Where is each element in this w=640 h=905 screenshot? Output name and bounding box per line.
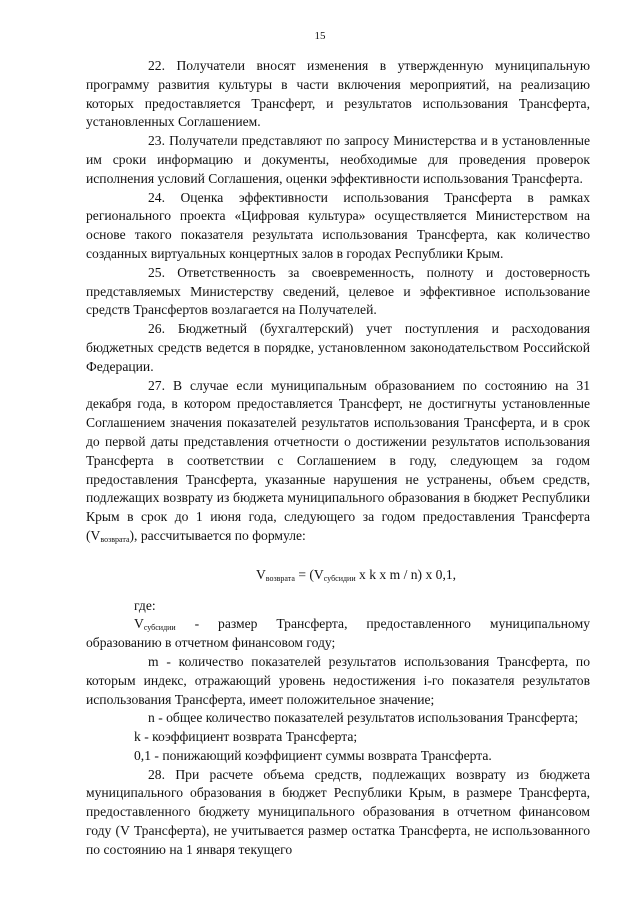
definition-coefficient: 0,1 - понижающий коэффициент суммы возврата Трансферта. — [134, 747, 492, 763]
definition-k: k - коэффициент возврата Трансферта; — [134, 729, 358, 745]
def-v-lead: V — [134, 616, 144, 632]
paragraph-23: 23. Получатели представляют по запросу Министерства и в установленные им сроки информацию и документы, необходимые для проведения проверок исполнения условий Соглашения, оценки эффективности использования Трансферта. — [86, 133, 590, 186]
paragraph-26: 26. Бюджетный (бухгалтерский) учет поступления и расходования бюджетных средств ведется в порядке, установленном законодательством Российской Федерации. — [86, 321, 590, 374]
return-formula — [122, 566, 590, 585]
paragraph-27 — [86, 377, 590, 546]
paragraph-25: 25. Ответственность за своевременность, полноту и достоверность представляемых Министерству сведений, целевое и эффективное использование средств Трансфертов возлагается на Получателей. — [86, 264, 590, 318]
def-v-text: - размер Трансферта, предоставленного муниципальному образованию в отчетном финансовом году; — [86, 616, 590, 651]
paragraph-27-end: ), рассчитывается по формуле: — [129, 527, 306, 543]
definition-v-subsidy — [86, 615, 590, 653]
definition-n: n - общее количество показателей результатов использования Трансферта; — [148, 710, 579, 726]
formula-end: x k x m / n) x 0,1, — [355, 566, 457, 582]
paragraph-28: 28. При расчете объема средств, подлежащих возврату из бюджета муниципального образования в бюджет Республики Крым, в размере Трансферта, предоставленного бюджету муниципального образования в отчетном финансовом году (V Трансферта), не учитывается размер остатка Трансферта, не использованного по состоянию на 1 января текущего — [86, 766, 590, 857]
formula-sub-subsidy: субсидии — [323, 573, 356, 583]
formula-sub-return: возврата — [265, 573, 295, 583]
definition-m: m - количество показателей результатов использования Трансферта, по которым индекс, отражающий уровень недостижения i-го показателя результатов использования Трансферта, имеет положительное значение; — [86, 653, 590, 707]
paragraph-22: 22. Получатели вносят изменения в утвержденную муниципальную программу развития культуры в части включения мероприятий, на реализацию которых предоставляется Трансферт, и результатов использования Трансферта, установленных Соглашением. — [86, 58, 590, 130]
formula-mid: = (V — [294, 566, 324, 582]
def-v-sub: субсидии — [143, 623, 176, 633]
formula-v: V — [255, 566, 266, 582]
paragraph-27-text: 27. В случае если муниципальным образованием по состоянию на 31 декабря года, в котором предоставляется Трансферт, не достигнуты установленные Соглашением значения показателей результатов использования Трансферта, и в срок до первой даты представления отчетности о достижении результатов использования Трансферта в соответствии с Соглашением в году, следующем за годом предоставления Трансферта, указанные нарушения не устранены, объем средств, подлежащих возврату из бюджета муниципального образования в бюджет Республики Крым в срок до 1 июня года, следующего за годом предоставления Трансферта (V — [86, 377, 590, 543]
paragraph-24: 24. Оценка эффективности использования Трансферта в рамках регионального проекта «Цифровая культура» осуществляется Министерством на основе такого показателя результата использования Трансферта, как количество созданных виртуальных концертных залов в городах Республики Крым. — [86, 189, 590, 261]
where-label: где: — [134, 597, 156, 613]
v-return-subscript: возврата — [100, 534, 130, 544]
page-number: 15 — [314, 30, 326, 42]
document-body — [86, 57, 590, 860]
